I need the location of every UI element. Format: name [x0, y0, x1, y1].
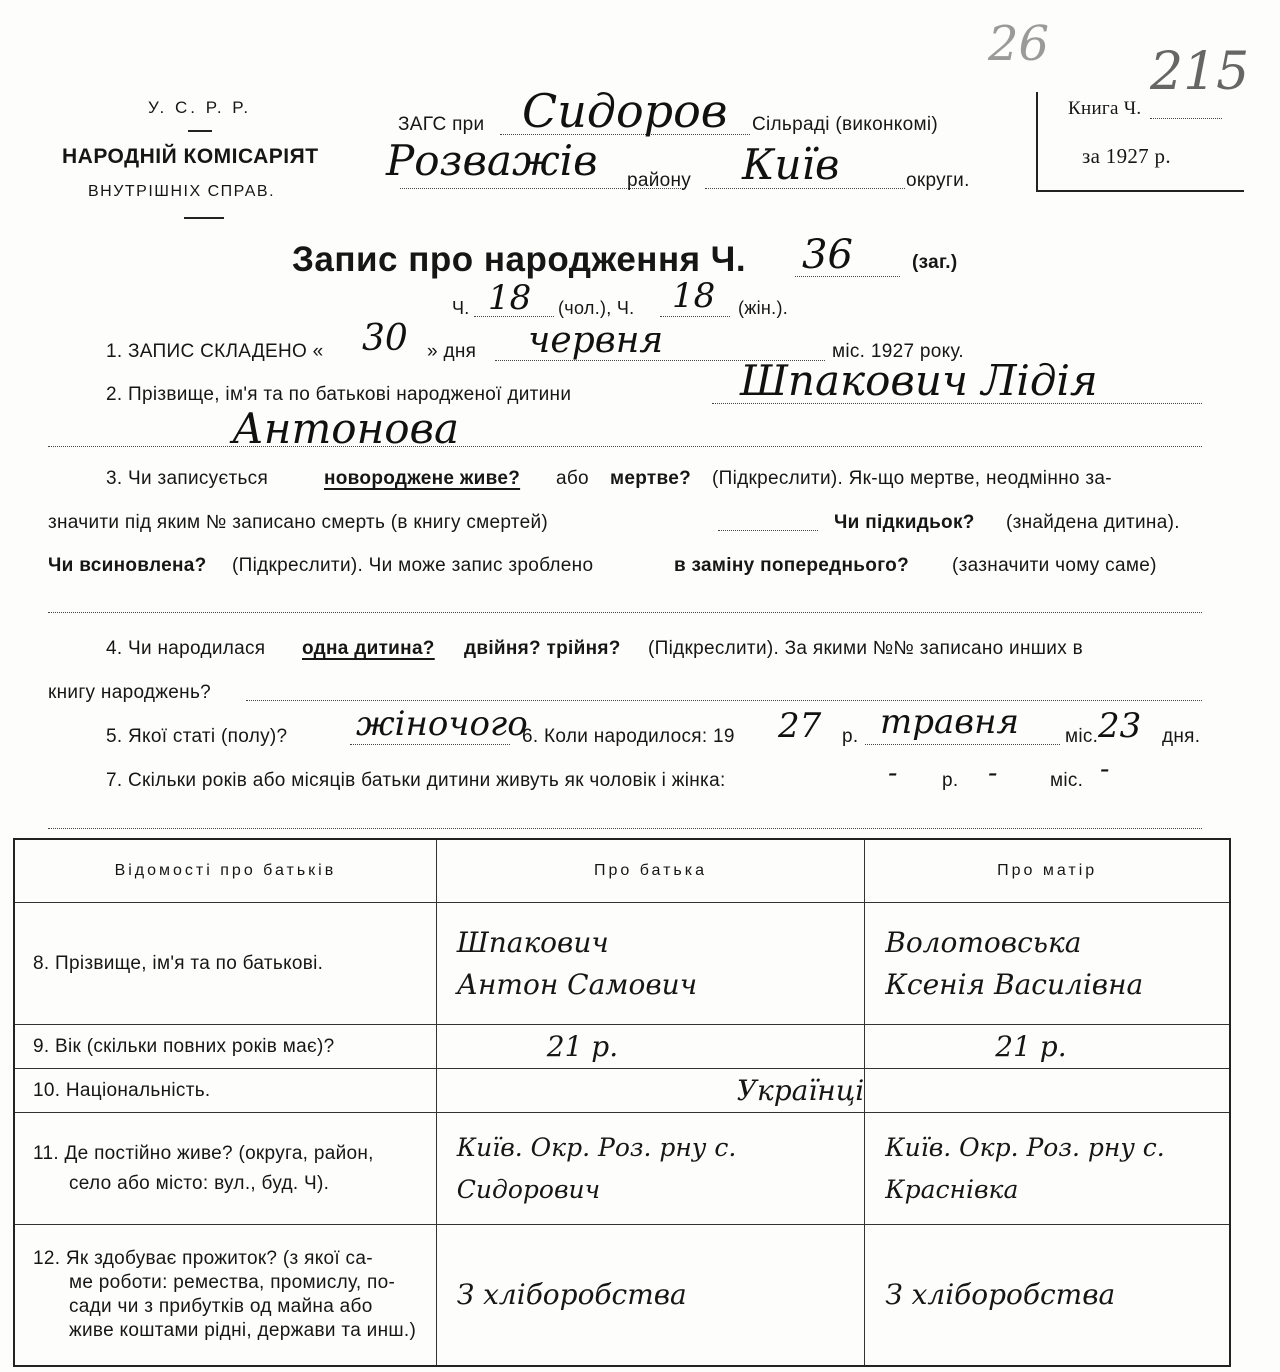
mother-nationality-handwritten — [865, 1069, 1230, 1113]
mother-livelihood-handwritten: З хліборобства — [865, 1225, 1230, 1366]
row-label-residence: 11. Де постійно живе? (округа, район, село або місто: вул., буд. Ч). — [14, 1113, 436, 1225]
birth-year-handwritten: 27 — [778, 706, 822, 746]
foundling-note: (знайдена дитина). — [1006, 512, 1180, 533]
item3-line2: значити під яким № записано смерть (в книгу смертей) — [48, 512, 548, 533]
year-label: за 1927 р. — [1082, 144, 1171, 168]
commissariat-label: НАРОДНІЙ КОМІСАРІЯТ — [62, 145, 319, 168]
ch-label: Ч. — [452, 298, 470, 318]
item2-label: 2. Прізвище, ім'я та по батькові народженої дитини — [106, 384, 572, 405]
table-row — [14, 1025, 1230, 1069]
item5-label: 5. Якої статі (полу)? — [106, 726, 288, 747]
item6-day-label: дня. — [1162, 726, 1201, 747]
item7-label: 7. Скільки років або місяців батьки дитини живуть як чоловік і жінка: — [106, 770, 726, 791]
corner-mark-handwritten: 26 — [988, 16, 1050, 72]
item7-years-label: р. — [942, 770, 959, 791]
ussr-label: У. С. Р. Р. — [148, 98, 252, 117]
single-child-option: одна дитина? — [302, 638, 435, 659]
item3-line3: (Підкреслити). Чи може запис зроблено — [232, 555, 594, 576]
zags-label: ЗАГС при — [398, 114, 485, 135]
table-header-row — [14, 839, 1230, 903]
col-header-father: Про батька — [436, 839, 864, 903]
chol-label: (чол.), Ч. — [558, 298, 635, 318]
item3-line1-end: (Підкреслити). Як-що мертве, неодмінно за- — [712, 468, 1112, 489]
father-name-handwritten: Шпакович Антон Самович — [436, 903, 864, 1025]
knyha-label: Книга Ч. — [1068, 98, 1142, 119]
mother-age-handwritten: 21 р. — [865, 1025, 1230, 1069]
row-label-nationality: 10. Національність. — [14, 1069, 436, 1113]
child-patronymic-handwritten: Антонова — [232, 404, 460, 453]
twins-triplets-options: двійня? трійня? — [464, 638, 621, 659]
mother-residence-handwritten: Київ. Окр. Роз. рну с. Краснівка — [865, 1113, 1230, 1225]
or-label: або — [556, 468, 589, 489]
child-name-handwritten: Шпакович Лідія — [740, 356, 1098, 405]
okruhy-label: округи. — [906, 170, 970, 191]
alive-option: новороджене живе? — [324, 468, 521, 489]
birth-month-handwritten: травня — [880, 702, 1019, 742]
raionu-label: району — [627, 170, 692, 191]
parents-table — [13, 838, 1231, 1367]
zags-village-handwritten: Сидоров — [522, 84, 728, 138]
father-residence-handwritten: Київ. Окр. Роз. рну с. Сидорович — [436, 1113, 864, 1225]
row-label-age: 9. Вік (скільки повних років має)? — [14, 1025, 436, 1069]
book-number-handwritten: 215 — [1150, 42, 1250, 102]
item6-year-label: р. — [842, 726, 859, 747]
item1-day-label: » дня — [427, 341, 477, 362]
dead-option: мертве? — [610, 468, 691, 489]
table-row — [14, 903, 1230, 1025]
nationality-handwritten: Українці — [436, 1069, 864, 1113]
silradi-label: Сільраді (виконкомі) — [752, 114, 938, 135]
item1-label: 1. ЗАПИС СКЛАДЕНО « — [106, 341, 324, 362]
item4-label: 4. Чи народилася — [106, 638, 266, 659]
foundling-option: Чи підкидьок? — [834, 512, 975, 533]
father-age-handwritten: 21 р. — [436, 1025, 864, 1069]
father-livelihood-handwritten: З хліборобства — [436, 1225, 864, 1366]
item6-label: 6. Коли народилося: 19 — [522, 726, 735, 747]
zhin-label: (жін.). — [738, 298, 789, 318]
record-month-handwritten: червня — [528, 320, 664, 361]
male-number-handwritten: 18 — [488, 278, 532, 318]
item1-year-label: міс. 1927 року. — [832, 341, 964, 362]
sex-handwritten: жіночого — [356, 704, 528, 744]
female-number-handwritten: 18 — [672, 276, 716, 316]
okruha-handwritten: Київ — [742, 140, 840, 189]
replacement-note: (зазначити чому саме) — [952, 555, 1157, 576]
raion-handwritten: Розважів — [386, 136, 598, 185]
table-row — [14, 1069, 1230, 1113]
table-row — [14, 1225, 1230, 1366]
col-header-info: Відомості про батьків — [14, 839, 436, 903]
record-day-handwritten: 30 — [362, 318, 408, 359]
adopted-option: Чи всиновлена? — [48, 555, 207, 576]
col-header-mother: Про матір — [865, 839, 1230, 903]
mother-name-handwritten: Волотовська Ксенія Василівна — [865, 903, 1230, 1025]
record-title: Запис про народження Ч. — [292, 240, 747, 279]
item7-months-label: міс. — [1050, 770, 1084, 791]
row-label-name: 8. Прізвище, ім'я та по батькові. — [14, 903, 436, 1025]
divider — [188, 130, 212, 132]
divider — [184, 217, 224, 219]
table-row — [14, 1113, 1230, 1225]
zag-label: (заг.) — [912, 252, 958, 273]
months-together-handwritten: - — [988, 756, 998, 789]
record-number-handwritten: 36 — [802, 232, 853, 278]
birth-day-handwritten: 23 — [1098, 706, 1142, 746]
item3-label: 3. Чи записується — [106, 468, 269, 489]
replacement-option: в заміну попереднього? — [674, 555, 909, 576]
row-label-livelihood: 12. Як здобуває прожиток? (з якої са- ме роботи: ремества, промислу, по- сади чи з прибутків од майна або живе коштами рідні, держави та инш.) — [14, 1225, 436, 1366]
item6-month-label: міс. — [1065, 726, 1099, 747]
years-together-handwritten: - — [888, 756, 898, 789]
days-together-handwritten: - — [1100, 752, 1110, 785]
item4-line1-end: (Підкреслити). За якими №№ записано инших в — [648, 638, 1083, 659]
item4-line2: книгу народжень? — [48, 682, 212, 703]
internal-affairs-label: ВНУТРІШНІХ СПРАВ. — [88, 183, 276, 200]
